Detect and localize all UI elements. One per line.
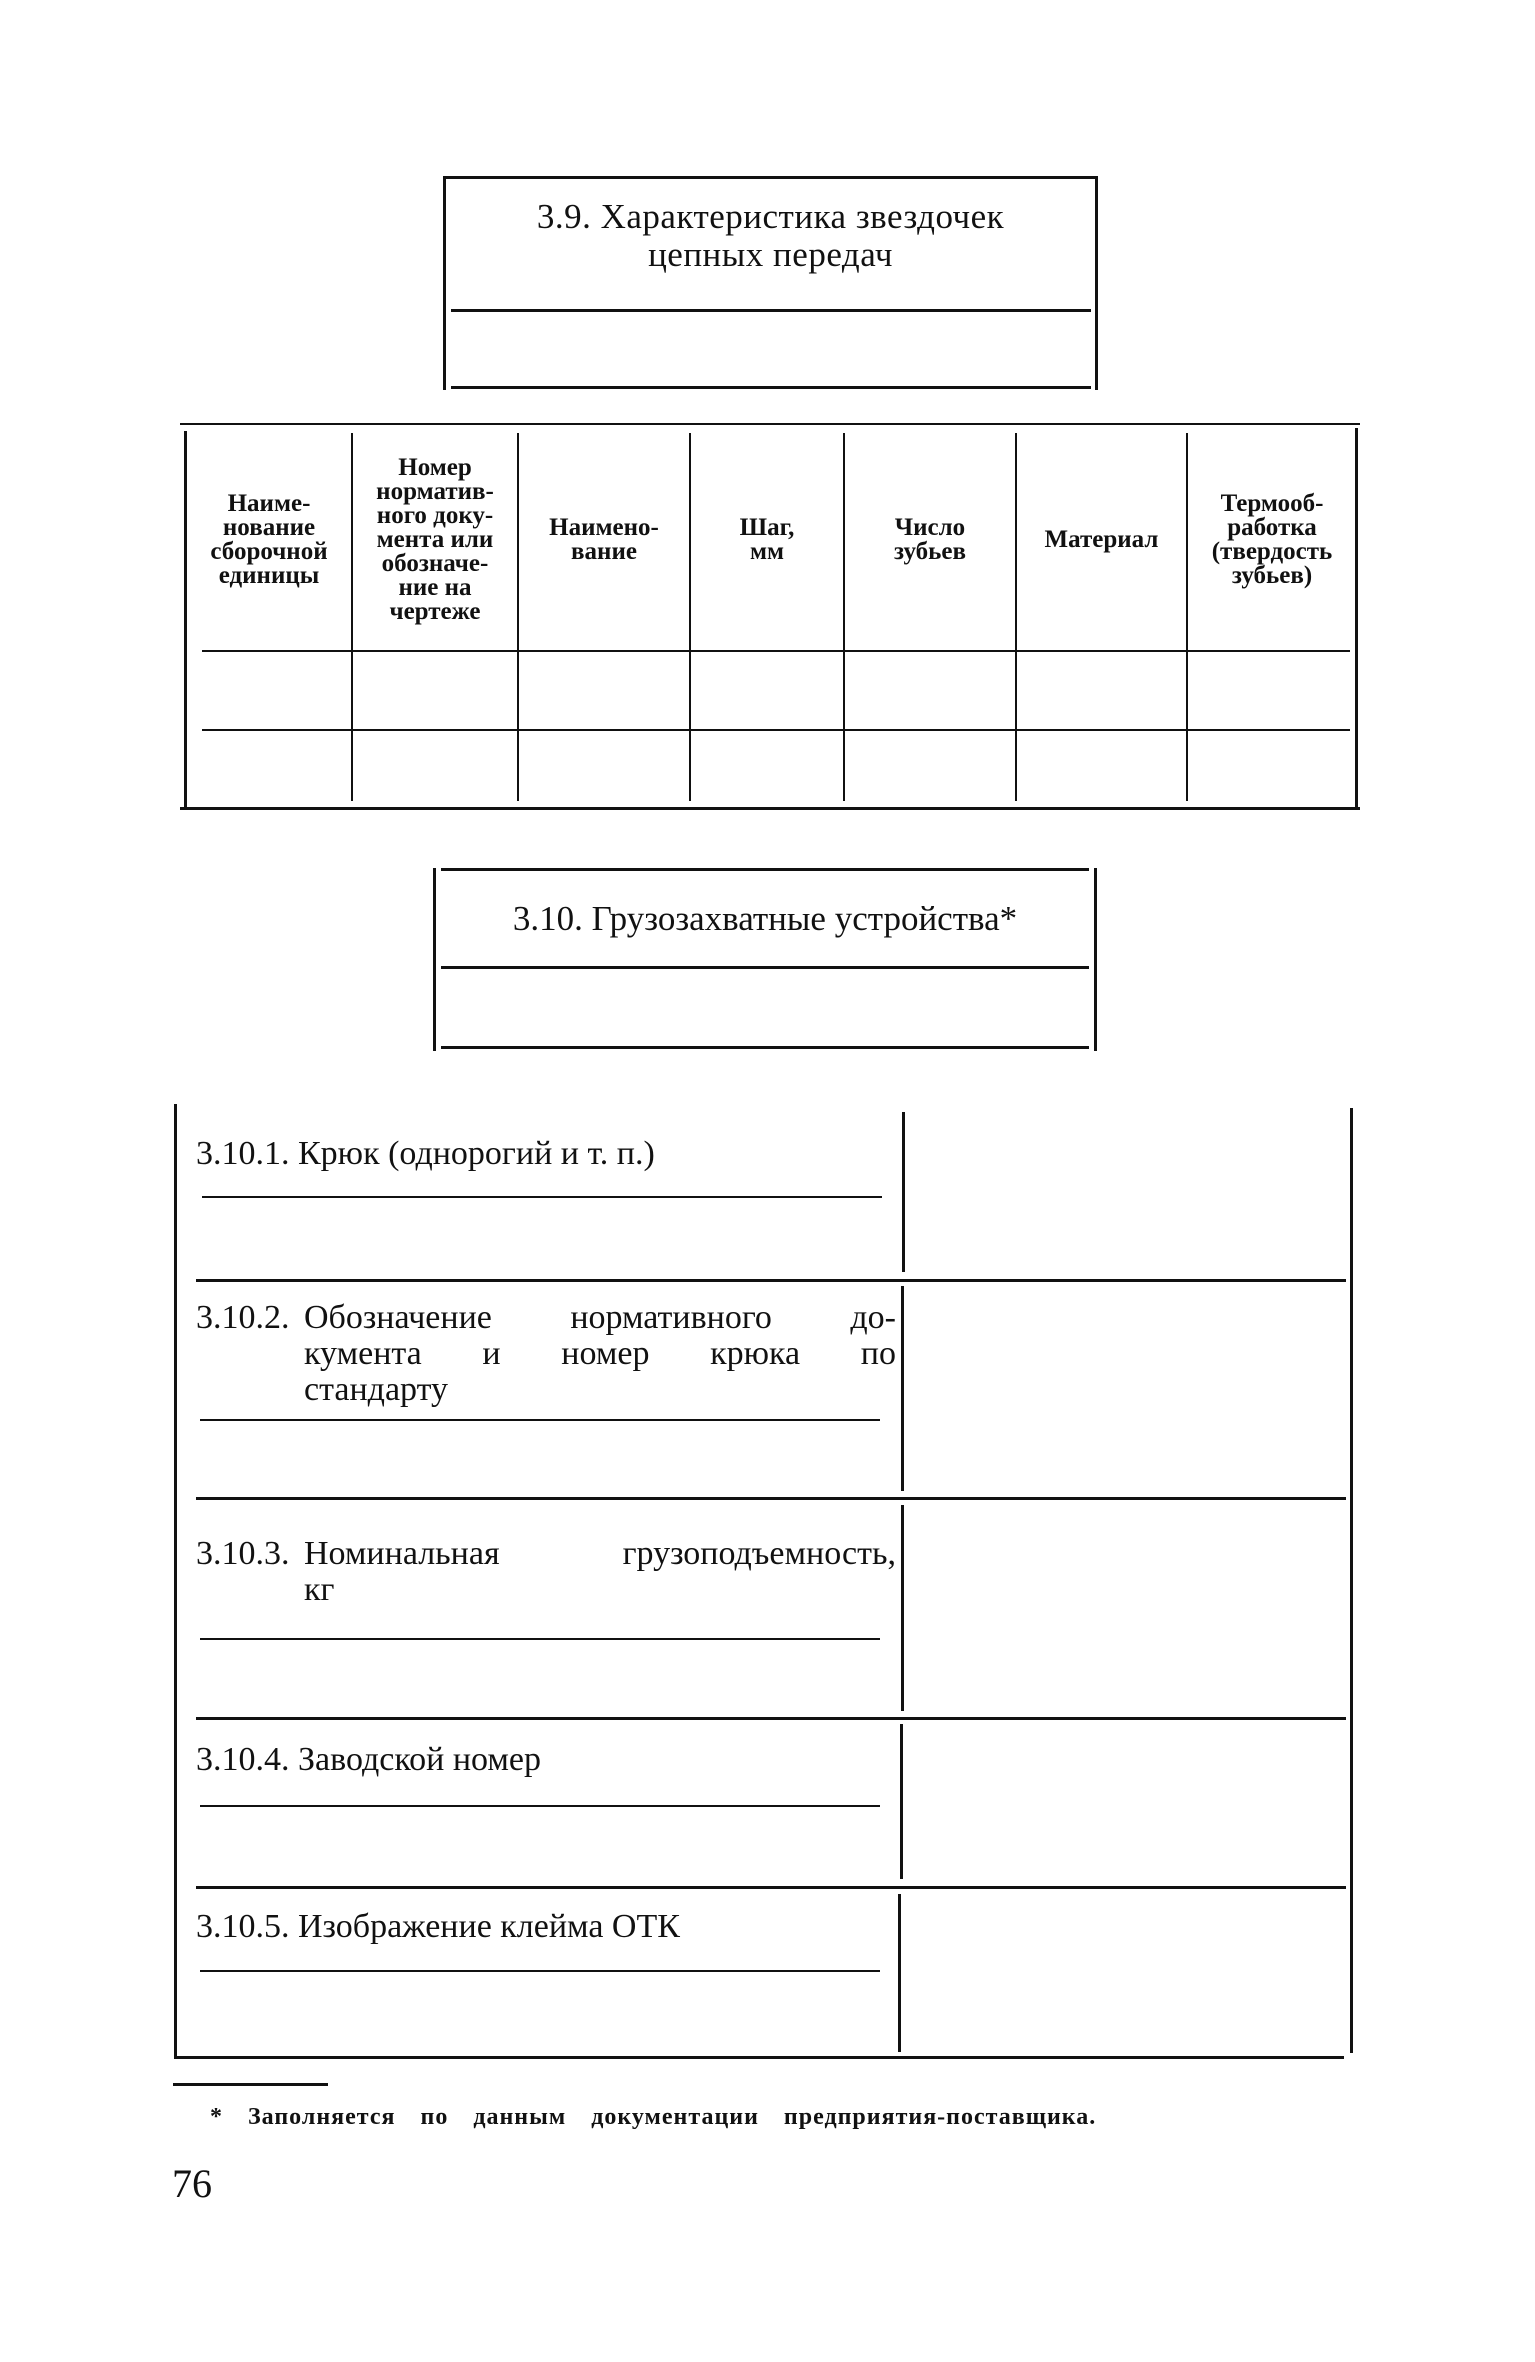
- footnote: * Заполняется по данным документации предприятия-поставщика.: [210, 2104, 1097, 2130]
- section-3-9-header-box: [443, 176, 1098, 390]
- lifting-devices-table: [174, 1104, 1360, 2064]
- item-3-10-3: [196, 1536, 896, 1608]
- footnote-rule: [173, 2083, 328, 2086]
- item-3-10-5-number: 3.10.5.: [196, 1908, 290, 1945]
- page-number: 76: [172, 2161, 212, 2206]
- item-3-10-2-number: 3.10.2.: [196, 1299, 290, 1336]
- sprocket-table: [180, 423, 1360, 813]
- item-3-10-1-text: Крюк (однорогий и т. п.): [298, 1135, 655, 1172]
- item-3-10-5-text: Изображение клейма ОТК: [298, 1908, 680, 1945]
- item-3-10-2-line1: Обозначение нормативного до-: [304, 1299, 896, 1336]
- column-header-heat-treatment: Термооб- работка (твердость зубьев): [1211, 490, 1333, 589]
- column-header-document-number: Номер норматив- ного доку- мента или обозначе- ние на чертеже: [376, 454, 494, 625]
- section-3-10-header-box: [433, 868, 1097, 1051]
- item-3-10-1-number: 3.10.1.: [196, 1135, 290, 1172]
- section-3-9-title: [443, 198, 1098, 274]
- column-header-teeth-count: Число зубьев: [893, 514, 966, 565]
- item-3-10-4: [196, 1742, 896, 1778]
- column-header-pitch: Шаг, мм: [739, 514, 795, 565]
- item-3-10-3-number: 3.10.3.: [196, 1535, 290, 1572]
- column-header-material: Материал: [1044, 526, 1159, 553]
- item-3-10-3-line1: Номинальная грузоподъемность,: [304, 1535, 896, 1572]
- item-3-10-2-line3: стандарту: [304, 1371, 449, 1408]
- item-3-10-3-line2: кг: [304, 1571, 335, 1608]
- item-3-10-4-text: Заводской номер: [298, 1741, 541, 1778]
- item-3-10-1: [196, 1136, 896, 1172]
- item-3-10-2: [196, 1300, 896, 1408]
- item-3-10-4-number: 3.10.4.: [196, 1741, 290, 1778]
- column-header-assembly-unit-name: Наиме- нование сборочной единицы: [210, 490, 328, 589]
- column-header-name: Наимено- вание: [549, 514, 659, 565]
- section-3-9-title-line2: цепных передач: [648, 235, 893, 274]
- section-3-9-title-line1: 3.9. Характеристика звездочек: [536, 197, 1005, 236]
- item-3-10-5: [196, 1909, 896, 1945]
- section-3-10-title: 3.10. Грузозахватные устройства*: [512, 899, 1018, 938]
- item-3-10-2-line2: кумента и номер крюка по: [304, 1335, 896, 1372]
